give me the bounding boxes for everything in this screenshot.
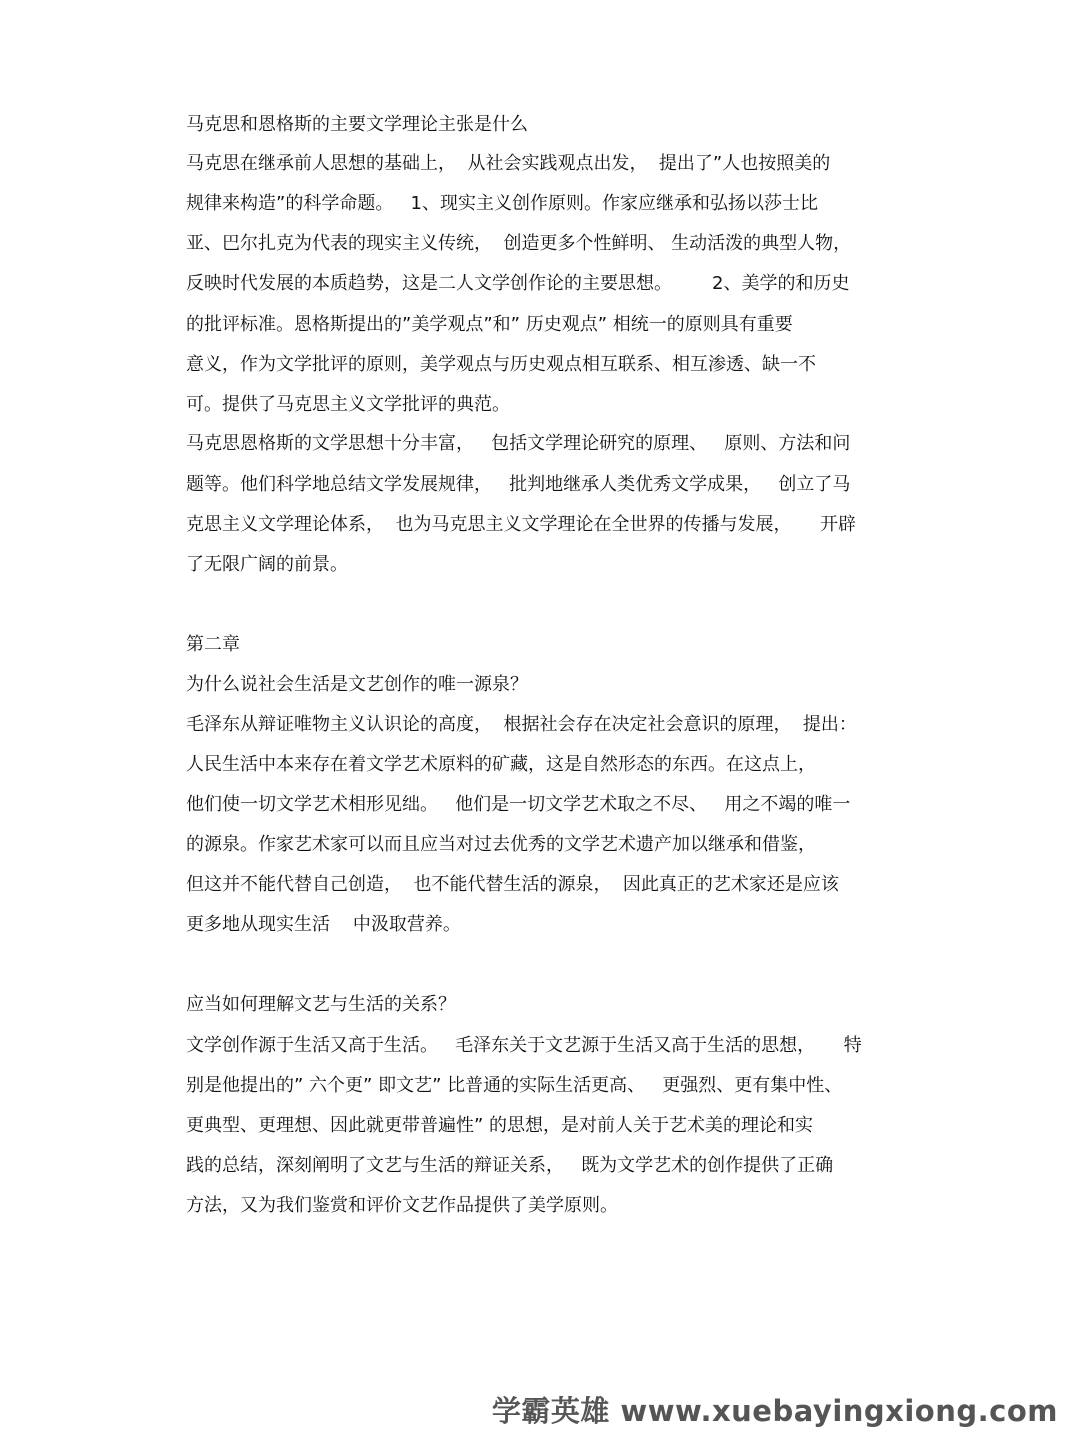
chapter-heading: 第二章 <box>186 634 240 655</box>
paragraph-line: 马克思恩格斯的文学思想十分丰富， 包括文学理论研究的原理、 原则、方法和问 <box>186 433 851 454</box>
paragraph-line: 人民生活中本来存在着文学艺术原料的矿藏，这是自然形态的东西。在这点上， <box>186 754 816 775</box>
paragraph-line: 文学创作源于生活又高于生活。 毛泽东关于文艺源于生活又高于生活的思想， 特 <box>186 1035 862 1056</box>
paragraph-line: 他们使一切文学艺术相形见绌。 他们是一切文学艺术取之不尽、 用之不竭的唯一 <box>186 794 851 815</box>
paragraph-line: 的批评标准。恩格斯提出的”美学观点”和” 历史观点” 相统一的原则具有重要 <box>186 314 793 335</box>
paragraph-line: 亚、巴尔扎克为代表的现实主义传统， 创造更多个性鲜明、 生动活泼的典型人物， <box>186 233 852 254</box>
paragraph-line: 克思主义文学理论体系， 也为马克思主义文学理论在全世界的传播与发展， 开辟 <box>186 514 857 535</box>
question-heading: 为什么说社会生活是文艺创作的唯一源泉？ <box>186 674 528 695</box>
paragraph-line: 反映时代发展的本质趋势，这是二人文学创作论的主要思想。 2、美学的和历史 <box>186 273 850 294</box>
paragraph-line: 更典型、更理想、因此就更带普遍性” 的思想，是对前人关于艺术美的理论和实 <box>186 1115 814 1136</box>
paragraph-line: 马克思在继承前人思想的基础上， 从社会实践观点出发， 提出了”人也按照美的 <box>186 153 831 174</box>
paragraph-line: 践的总结，深刻阐明了文艺与生活的辩证关系， 既为文学艺术的创作提供了正确 <box>186 1155 834 1176</box>
paragraph-line: 别是他提出的” 六个更” 即文艺” 比普通的实际生活更高、 更强烈、更有集中性、 <box>186 1075 843 1096</box>
paragraph-line: 题等。他们科学地总结文学发展规律， 批判地继承人类优秀文学成果， 创立了马 <box>186 474 851 495</box>
paragraph-line: 但这并不能代替自己创造， 也不能代替生活的源泉， 因此真正的艺术家还是应该 <box>186 874 839 895</box>
paragraph-line: 可。提供了马克思主义文学批评的典范。 <box>186 394 510 415</box>
paragraph-line: 规律来构造”的科学命题。 1、现实主义创作原则。作家应继承和弘扬以莎士比 <box>186 193 818 214</box>
question-heading: 应当如何理解文艺与生活的关系？ <box>186 994 456 1015</box>
site-watermark: 学霸英雄 www.xuebayingxiong.com <box>491 1394 1058 1428</box>
paragraph-line: 毛泽东从辩证唯物主义认识论的高度， 根据社会存在决定社会意识的原理， 提出： <box>186 714 857 735</box>
paragraph-line: 意义，作为文学批评的原则，美学观点与历史观点相互联系、相互渗透、缺一不 <box>186 354 816 375</box>
paragraph-line: 的源泉。作家艺术家可以而且应当对过去优秀的文学艺术遗产加以继承和借鉴， <box>186 834 816 855</box>
paragraph-line: 更多地从现实生活 中汲取营养。 <box>186 914 461 935</box>
paragraph-line: 方法，又为我们鉴赏和评价文艺作品提供了美学原则。 <box>186 1195 618 1216</box>
section-title: 马克思和恩格斯的主要文学理论主张是什么 <box>186 114 528 135</box>
paragraph-line: 了无限广阔的前景。 <box>186 554 348 575</box>
